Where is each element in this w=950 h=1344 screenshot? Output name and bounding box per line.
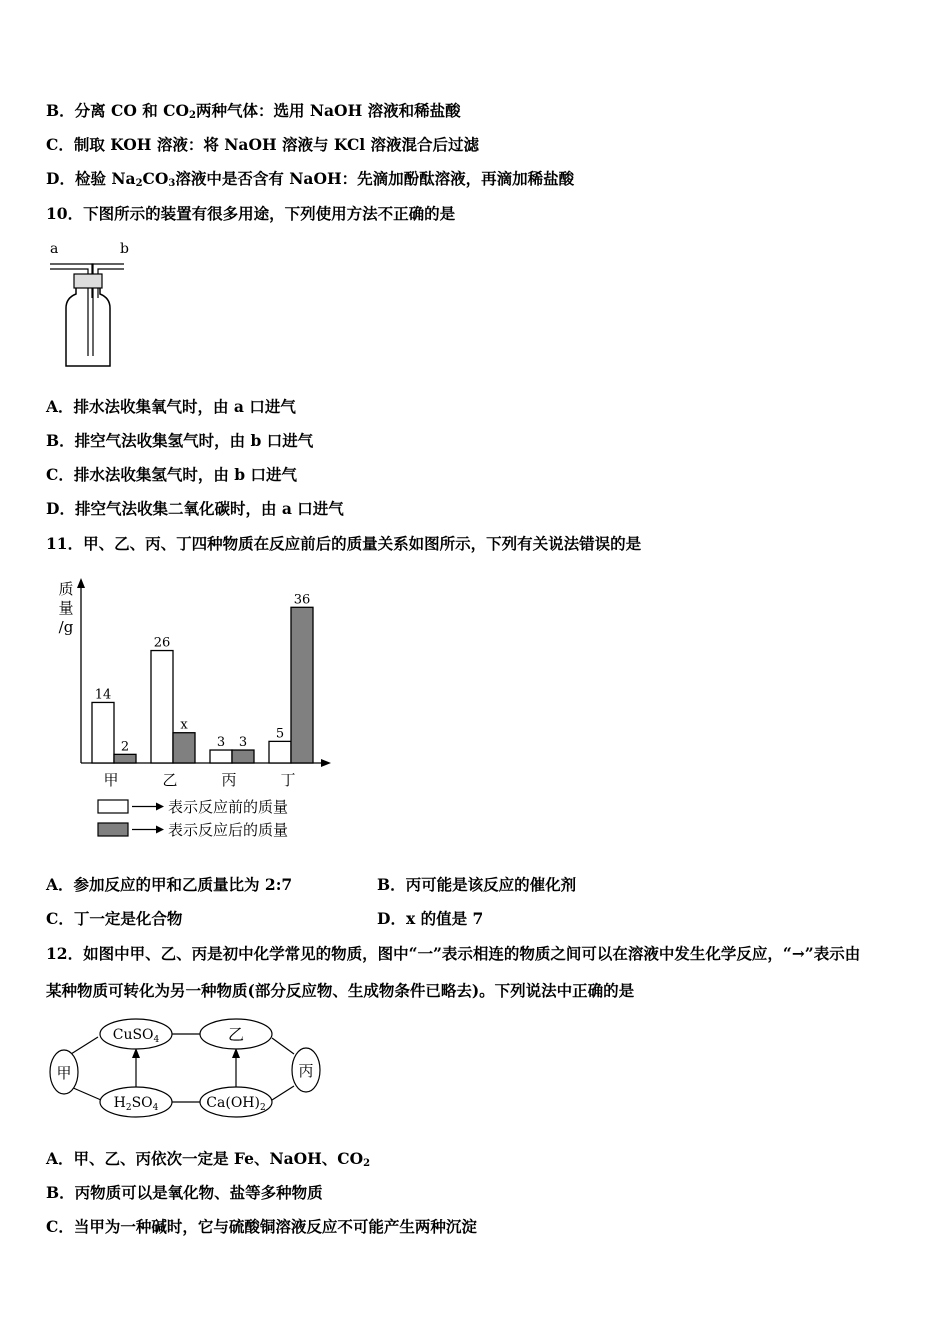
option-text: 制取 KOH 溶液：将 NaOH 溶液与 KCl 溶液混合后过滤 xyxy=(73,135,480,154)
label-yi: 乙 xyxy=(227,1025,245,1044)
bar-before-1 xyxy=(151,651,173,763)
mass-bar-chart xyxy=(40,568,350,848)
q9-option-d xyxy=(46,169,574,189)
label-h2so4: $H_2SO_4$ xyxy=(113,1095,159,1113)
x-axis-arrow xyxy=(321,759,331,767)
bar-after-3 xyxy=(291,607,313,763)
y-axis-arrow xyxy=(77,578,85,588)
q12-option-c: C．当甲为一种碱时，它与硫酸铜溶液反应不可能产生两种沉淀 xyxy=(46,1217,477,1236)
q9-option-c xyxy=(46,135,479,155)
legend xyxy=(98,798,288,839)
q11-option-c: C．丁一定是化合物 xyxy=(46,909,183,928)
bar-before-2 xyxy=(210,750,232,763)
data-label: 14 xyxy=(94,687,112,703)
link-yi-bing xyxy=(272,1038,294,1054)
q10-option-b: B．排空气法收集氢气时，由 b 口进气 xyxy=(46,431,314,450)
data-label: 5 xyxy=(275,726,285,742)
y-label-text: 质 xyxy=(58,580,74,598)
y-label-text: 量 xyxy=(58,599,74,617)
q12-stem-line1: 12．如图中甲、乙、丙是初中化学常见的物质，图中“一”表示相连的物质之间可以在溶液中发生化学反应，“→”表示由 xyxy=(46,944,861,963)
option-text: 检验 Na xyxy=(74,169,136,188)
y-axis-label xyxy=(58,580,73,636)
category-label: 甲 xyxy=(103,771,119,789)
data-label: 26 xyxy=(153,635,171,651)
legend-label: 表示反应后的质量 xyxy=(168,821,289,839)
data-label: 36 xyxy=(293,592,311,608)
reaction-diagram xyxy=(46,1014,336,1124)
q11-option-d: D．x 的值是 7 xyxy=(377,909,484,928)
q10-option-c: C．排水法收集氢气时，由 b 口进气 xyxy=(46,465,297,484)
label-caoh2: $Ca(OH)_2$ xyxy=(206,1095,266,1113)
category-label: 丁 xyxy=(280,771,296,789)
label-bing: 丙 xyxy=(298,1062,314,1080)
option-label: B． xyxy=(46,101,75,120)
link-jia-h2so4 xyxy=(71,1087,101,1100)
bar-before-3 xyxy=(269,741,291,763)
q10-stem: 10．下图所示的装置有很多用途，下列使用方法不正确的是 xyxy=(46,204,456,223)
stopper xyxy=(74,274,102,288)
subscript: 3 xyxy=(168,178,176,189)
category-label: 丙 xyxy=(221,771,237,789)
category-label: 乙 xyxy=(162,771,178,789)
bar-after-0 xyxy=(114,754,136,763)
option-label: C． xyxy=(46,135,74,154)
link-jia-cuso4 xyxy=(71,1037,98,1054)
option-text: 溶液中是否含有 NaOH：先滴加酚酞溶液，再滴加稀盐酸 xyxy=(175,169,575,188)
label-a: a xyxy=(50,241,59,257)
option-text: 分离 CO 和 CO xyxy=(74,101,189,120)
subscript: 2 xyxy=(135,178,143,189)
label-jia: 甲 xyxy=(56,1064,72,1082)
option-text: 两种气体：选用 NaOH 溶液和稀盐酸 xyxy=(195,101,461,120)
bar-after-1 xyxy=(173,733,195,763)
y-label-text: /g xyxy=(58,618,74,636)
bar-before-0 xyxy=(92,702,114,763)
q10-option-a: A．排水法收集氧气时，由 a 口进气 xyxy=(46,397,296,416)
bar-after-2 xyxy=(232,750,254,763)
legend-swatch xyxy=(98,823,128,836)
data-label: 2 xyxy=(120,739,130,755)
option-label: D． xyxy=(46,169,75,188)
data-label: 3 xyxy=(238,735,248,751)
legend-swatch xyxy=(98,800,128,813)
q9-option-b xyxy=(46,101,461,121)
subscript: 2 xyxy=(188,110,196,121)
label-cuso4: CuSO$_4$ xyxy=(112,1027,160,1045)
legend-arrow-head xyxy=(156,803,164,811)
q12-stem-line2: 某种物质可转化为另一种物质(部分反应物、生成物条件已略去)。下列说法中正确的是 xyxy=(46,981,635,1000)
data-label: x xyxy=(180,717,188,733)
q10-option-d: D．排空气法收集二氧化碳时，由 a 口进气 xyxy=(46,499,344,518)
q12-option-b: B．丙物质可以是氧化物、盐等多种物质 xyxy=(46,1183,323,1202)
label-b: b xyxy=(120,241,129,257)
q11-stem: 11．甲、乙、丙、丁四种物质在反应前后的质量关系如图所示，下列有关说法错误的是 xyxy=(46,534,642,553)
q11-option-b: B．丙可能是该反应的催化剂 xyxy=(377,875,577,894)
option-text: CO xyxy=(142,169,169,188)
q11-option-a: A．参加反应的甲和乙质量比为 2:7 xyxy=(46,875,293,894)
link-caoh2-bing xyxy=(272,1086,294,1100)
q12-option-a: A．甲、乙、丙依次一定是 Fe、NaOH、$CO_2$ xyxy=(46,1149,371,1169)
data-label: 3 xyxy=(216,735,226,751)
gas-bottle-figure xyxy=(40,238,140,373)
legend-label: 表示反应前的质量 xyxy=(168,798,289,816)
legend-arrow-head xyxy=(156,826,164,834)
